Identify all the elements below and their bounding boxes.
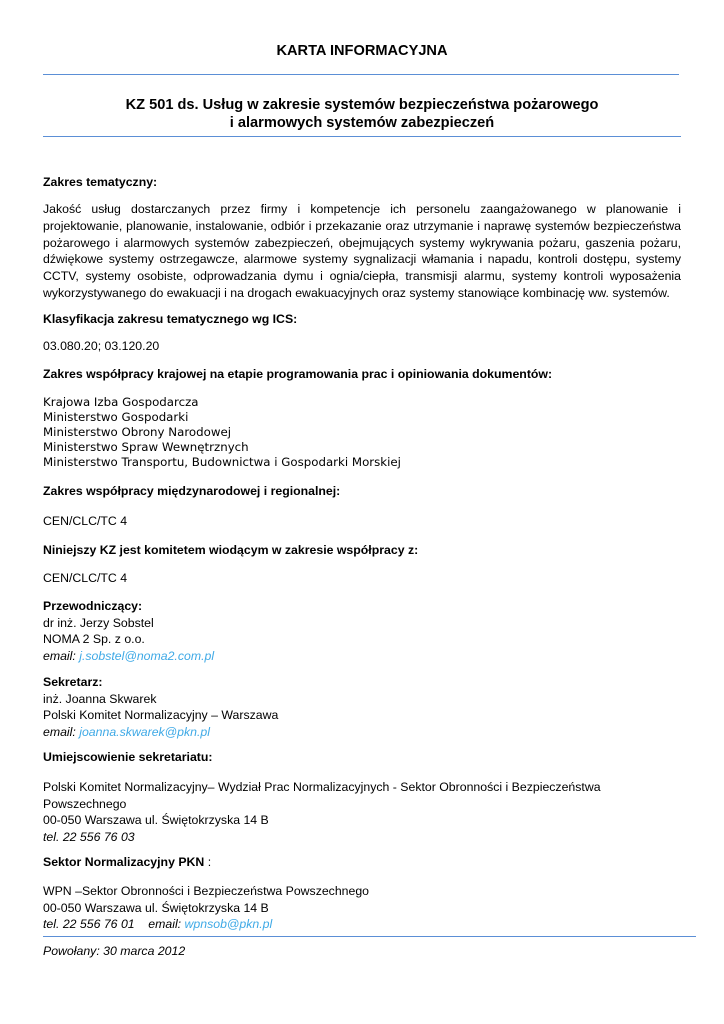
location-line2: Powszechnego	[43, 796, 127, 811]
location-address: 00-050 Warszawa ul. Świętokrzyska 14 B	[43, 813, 269, 827]
chair-org: NOMA 2 Sp. z o.o.	[43, 632, 145, 646]
sector-heading-suffix: :	[204, 855, 212, 869]
committee-divider	[43, 136, 681, 137]
chair-email-row	[43, 648, 214, 665]
chair-name: dr inż. Jerzy Sobstel	[43, 615, 154, 630]
sector-address: 00-050 Warszawa ul. Świętokrzyska 14 B	[43, 900, 269, 915]
location-heading: Umiejscowienie sekretariatu:	[43, 750, 213, 764]
location-line1: Polski Komitet Normalizacyjny– Wydział Prac Normalizacyjnych - Sektor Obronności i Bezpieczeństwa	[43, 780, 601, 794]
scope-heading: Zakres tematyczny:	[43, 175, 158, 189]
sector-email-label: email:	[148, 917, 182, 931]
national-heading: Zakres współpracy krajowej na etapie programowania prac i opiniowania dokumentów:	[43, 367, 553, 381]
sector-contact-row	[43, 916, 369, 933]
sector-line1: WPN –Sektor Obronności i Bezpieczeństwa Powszechnego	[43, 884, 370, 898]
title-divider	[43, 74, 679, 75]
page-title: KARTA INFORMACYJNA	[276, 43, 448, 59]
national-list	[43, 395, 401, 470]
secretary-org: Polski Komitet Normalizacyjny – Warszawa	[43, 708, 279, 722]
secretary-email-label: email:	[43, 724, 76, 739]
list-item: Ministerstwo Spraw Wewnętrznych	[43, 440, 249, 454]
chair-email-link[interactable]: j.sobstel@noma2.com.pl	[79, 648, 215, 663]
footer-divider	[43, 936, 696, 937]
location-tel: tel. 22 556 76 03	[43, 829, 135, 844]
sector-block	[43, 883, 369, 933]
chair-heading: Przewodniczący:	[43, 599, 143, 613]
sector-tel: tel. 22 556 76 01	[43, 917, 135, 931]
list-item: Krajowa Izba Gospodarcza	[43, 395, 199, 409]
list-item: Ministerstwo Gospodarki	[43, 410, 189, 424]
international-heading: Zakres współpracy międzynarodowej i regionalnej:	[43, 484, 341, 498]
scope-text: Jakość usług dostarczanych przez firmy i kompetencje ich personelu zaangażowanego w planowanie i projektowanie, planowanie, instalowanie, odbiór i przekazanie oraz utrzymanie i naprawę systemów bezpieczeństwa pożarowego i alarmowych systemów zabezpieczeń, obejmujących systemy wykrywania pożaru, gaszenia pożaru, dźwiękowe systemy ostrzegawcze, alarmowe systemy sygnalizacji włamania i napadu, kontroli dostępu, systemy CCTV, systemy osobiste, odprowadzania dymu i ognia/ciepła, transmisji alarmu, systemy kontroli wyposażenia wykorzystywanego do ewakuacji i na drogach ewakuacyjnych oraz systemy stanowiące kombinację ww. systemów.	[43, 202, 681, 300]
sector-email-link[interactable]: wpnsob@pkn.pl	[184, 917, 273, 931]
list-item: Ministerstwo Transportu, Budownictwa i Gospodarki Morskiej	[43, 455, 401, 469]
ics-value: 03.080.20; 03.120.20	[43, 339, 160, 353]
secretary-heading: Sekretarz:	[43, 675, 103, 689]
committee-title	[0, 96, 724, 132]
secretary-block	[43, 674, 278, 740]
chair-email-label: email:	[43, 648, 76, 663]
secretary-email-row	[43, 724, 278, 741]
appointed-date: Powołany: 30 marca 2012	[43, 944, 186, 958]
committee-title-line1: KZ 501 ds. Usług w zakresie systemów bezpieczeństwa pożarowego	[125, 97, 599, 113]
international-value: CEN/CLC/TC 4	[43, 514, 128, 528]
location-block	[43, 779, 601, 845]
leading-heading: Niniejszy KZ jest komitetem wiodącym w zakresie współpracy z:	[43, 543, 419, 557]
list-item: Ministerstwo Obrony Narodowej	[43, 425, 232, 439]
leading-value: CEN/CLC/TC 4	[43, 571, 128, 585]
sector-heading: Sektor Normalizacyjny PKN	[43, 855, 205, 869]
committee-title-line2: i alarmowych systemów zabezpieczeń	[229, 115, 495, 131]
sector-heading-row	[43, 855, 211, 869]
ics-heading: Klasyfikacja zakresu tematycznego wg ICS:	[43, 312, 298, 326]
chair-block	[43, 598, 214, 664]
secretary-name: inż. Joanna Skwarek	[43, 691, 157, 706]
secretary-email-link[interactable]: joanna.skwarek@pkn.pl	[79, 724, 210, 739]
